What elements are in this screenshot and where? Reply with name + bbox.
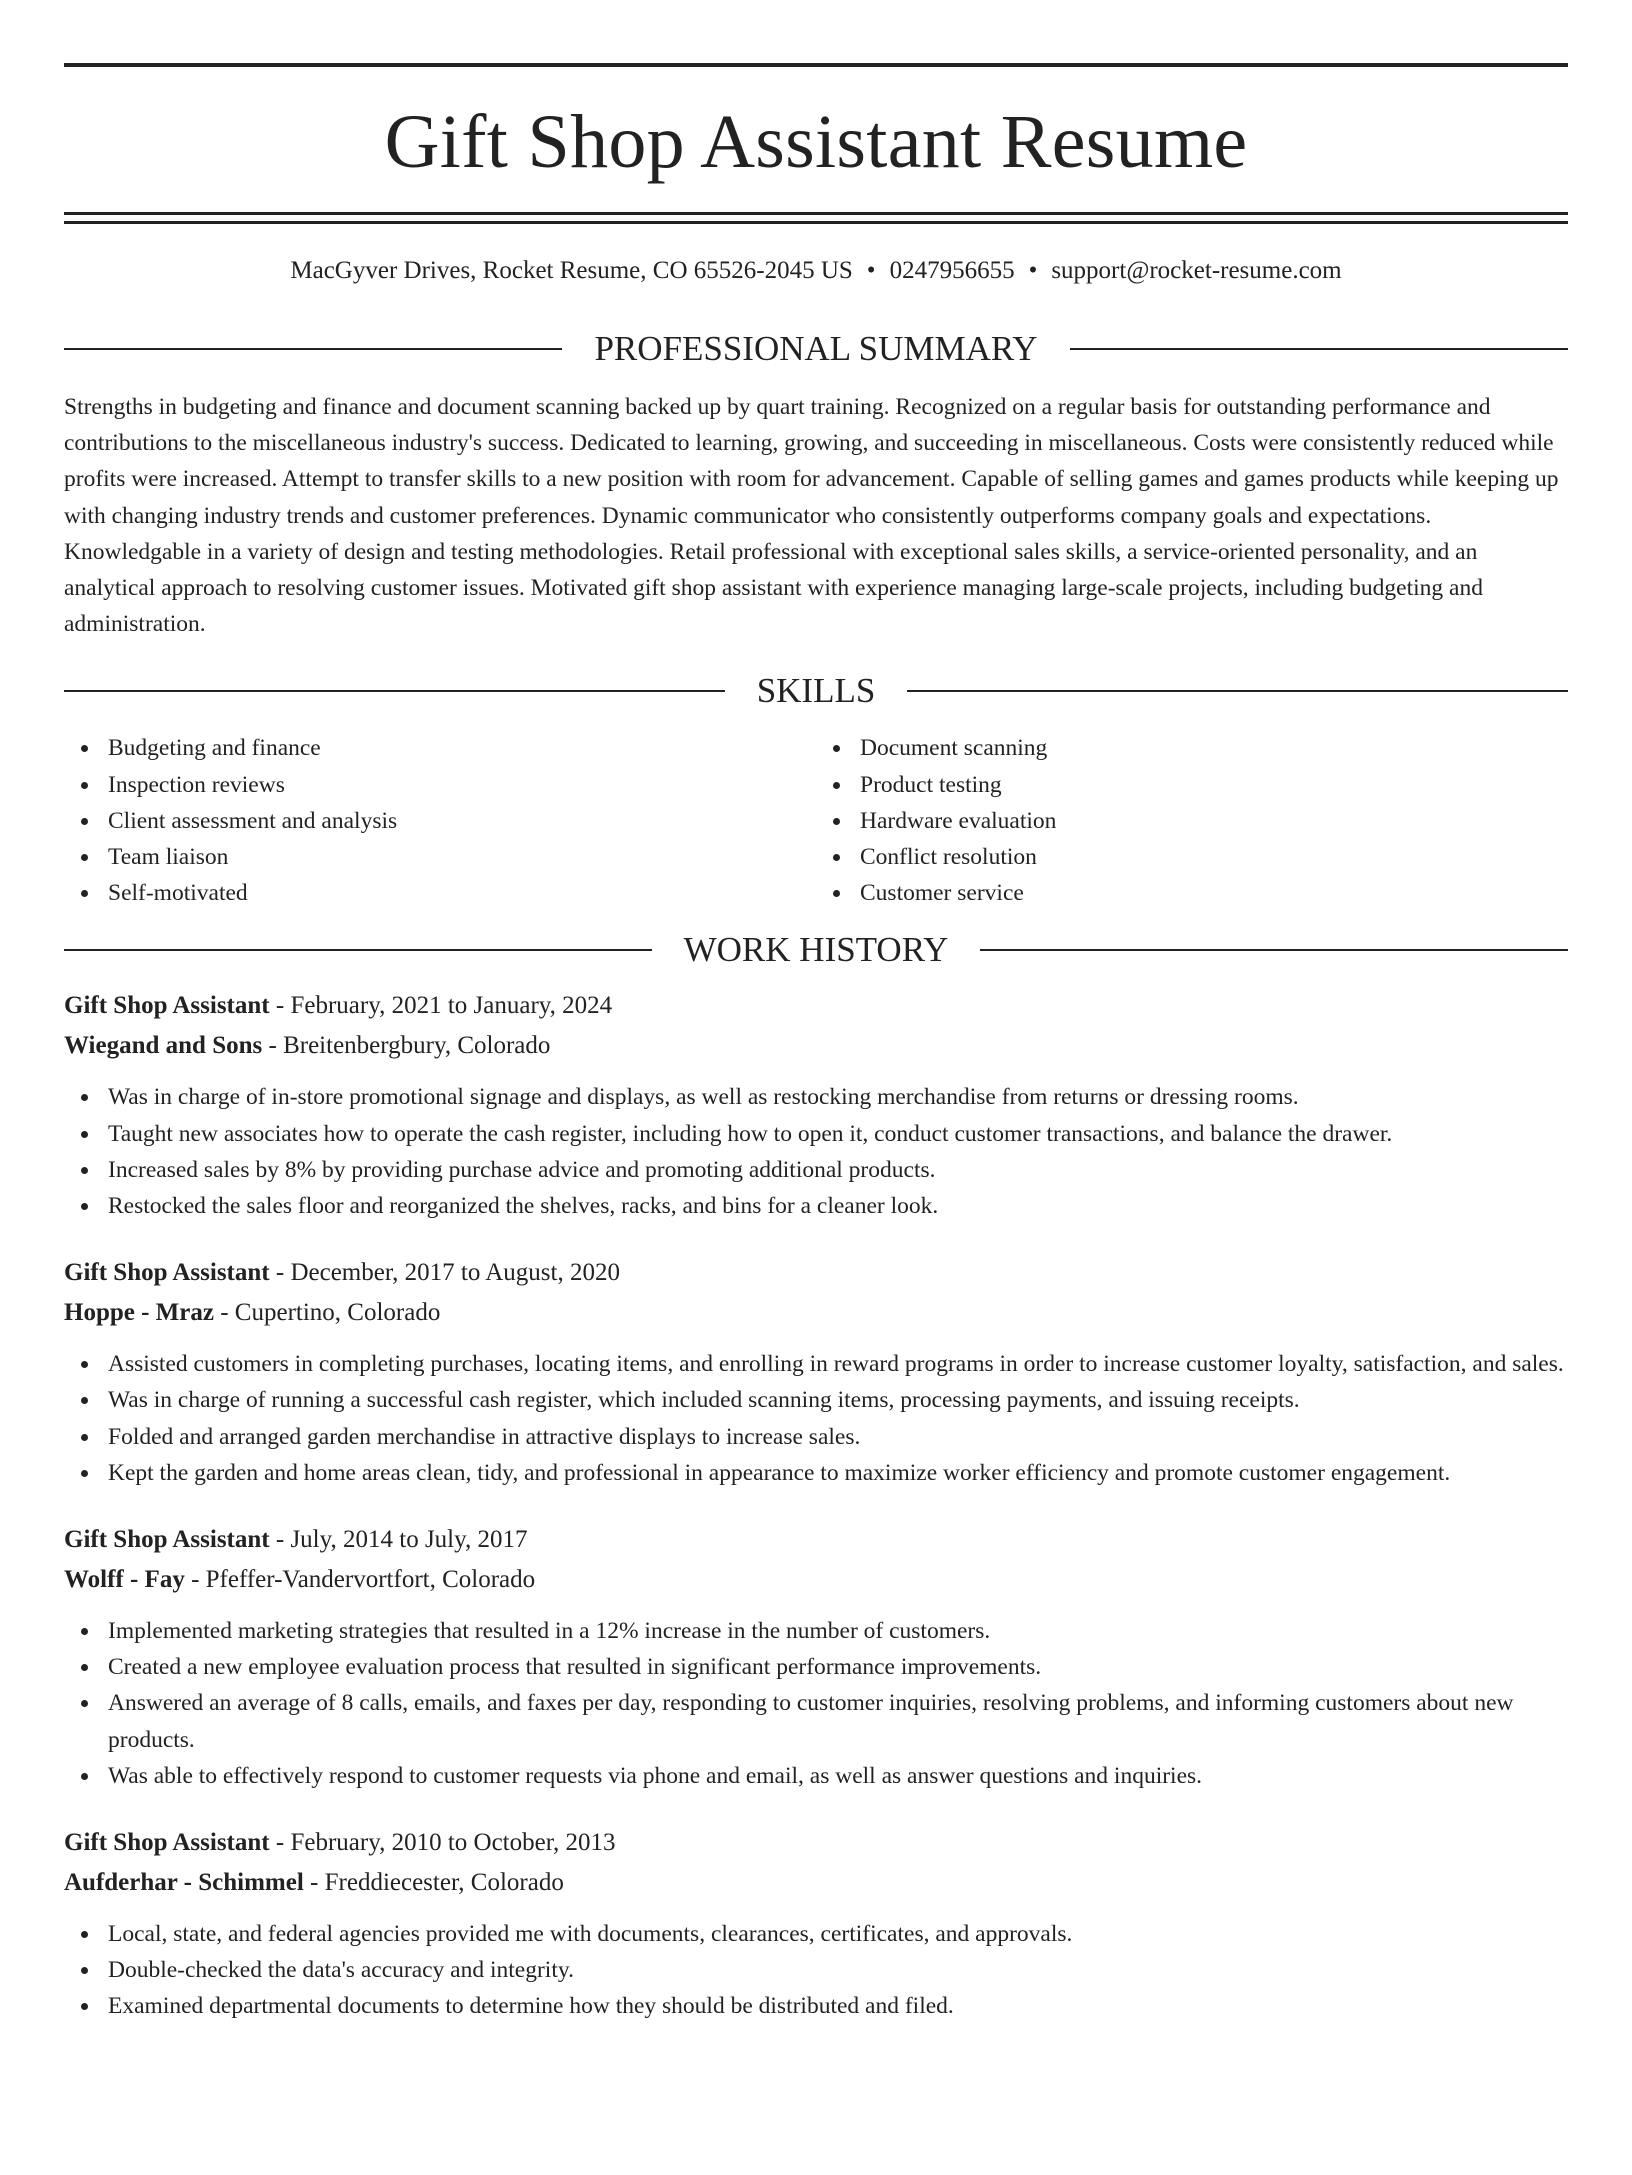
job-bullets: [64, 1916, 1568, 2025]
job-location: Freddiecester, Colorado: [324, 1869, 564, 1897]
summary-text: Strengths in budgeting and finance and document scanning backed up by quart training. Recognized on a regular basis for outstanding performance and contributions to the miscellaneous industry's success. Dedicated to learning, growing, and succeeding in miscellaneous. Costs were consistently reduced while profits were increased. Attempt to transfer skills to a new position with room for advancement. Capable of selling games and games products while keeping up with changing industry trends and customer preferences. Dynamic communicator who consistently outperforms company goals and expectations. Knowledgable in a variety of design and testing methodologies. Retail professional with exceptional sales skills, a service-oriented personality, and an analytical approach to resolving customer issues. Motivated gift shop assistant with experience managing large-scale projects, including budgeting and administration.: [64, 394, 1559, 638]
job-company-line: Aufderhar - Schimmel - Freddiecester, Colorado: [64, 1869, 564, 1897]
job-company-line: Wiegand and Sons - Breitenbergbury, Colorado: [64, 1032, 551, 1060]
skill-item: Document scanning: [816, 730, 1568, 766]
skill-item: Budgeting and finance: [64, 730, 816, 766]
skills-list: [64, 730, 1568, 911]
title-double-rule: [64, 212, 1568, 224]
summary-section-header: [64, 331, 1568, 366]
job-title: Gift Shop Assistant: [64, 1259, 270, 1287]
job-bullet: Restocked the sales floor and reorganized the shelves, racks, and bins for a cleaner look.: [64, 1188, 1568, 1224]
job-company: Wolff - Fay: [64, 1566, 185, 1594]
skill-item: Inspection reviews: [64, 767, 816, 803]
skills-column-left: [64, 730, 816, 911]
job-entry: [64, 1520, 1568, 1794]
job-title-line: Gift Shop Assistant - July, 2014 to July, 2017: [64, 1526, 528, 1554]
job-entry: [64, 1823, 1568, 2025]
section-rule-right: [1070, 348, 1568, 350]
resume-page: [0, 63, 1632, 2175]
contact-separator: •: [1028, 257, 1038, 284]
job-bullet: Created a new employee evaluation process that resulted in significant performance improvements.: [64, 1649, 1568, 1685]
skills-section-header: [64, 671, 1568, 711]
job-dates: December, 2017 to August, 2020: [290, 1259, 620, 1287]
job-dates: July, 2014 to July, 2017: [290, 1526, 528, 1554]
job-bullet: Folded and arranged garden merchandise in attractive displays to increase sales.: [64, 1419, 1568, 1455]
resume-title: Gift Shop Assistant Resume: [384, 100, 1248, 184]
job-dates: February, 2010 to October, 2013: [290, 1829, 616, 1857]
job-company-line: Hoppe - Mraz - Cupertino, Colorado: [64, 1299, 441, 1327]
contact-line: [64, 258, 1568, 283]
job-bullet: Kept the garden and home areas clean, tidy, and professional in appearance to maximize worker efficiency and promote customer engagement.: [64, 1455, 1568, 1491]
job-company: Aufderhar - Schimmel: [64, 1869, 304, 1897]
job-bullet: Was in charge of in-store promotional signage and displays, as well as restocking merchandise from returns or dressing rooms.: [64, 1079, 1568, 1115]
section-rule-left: [64, 690, 725, 692]
job-bullet: Increased sales by 8% by providing purchase advice and promoting additional products.: [64, 1152, 1568, 1188]
job-company: Hoppe - Mraz: [64, 1299, 214, 1327]
job-title-line: Gift Shop Assistant - December, 2017 to August, 2020: [64, 1259, 620, 1287]
job-title-line: Gift Shop Assistant - February, 2021 to January, 2024: [64, 992, 613, 1020]
job-title: Gift Shop Assistant: [64, 1526, 270, 1554]
contact-phone[interactable]: 0247956655: [889, 257, 1015, 284]
contact-email[interactable]: support@rocket-resume.com: [1051, 257, 1342, 284]
job-bullet: Double-checked the data's accuracy and integrity.: [64, 1952, 1568, 1988]
skill-item: Hardware evaluation: [816, 803, 1568, 839]
job-bullet: Was in charge of running a successful cash register, which included scanning items, processing payments, and issuing receipts.: [64, 1382, 1568, 1418]
section-rule-left: [64, 348, 562, 350]
job-bullet: Examined departmental documents to determine how they should be distributed and filed.: [64, 1988, 1568, 2024]
job-entry: [64, 986, 1568, 1224]
skill-item: Self-motivated: [64, 875, 816, 911]
job-bullet: Assisted customers in completing purchases, locating items, and enrolling in reward programs in order to increase customer loyalty, satisfaction, and sales.: [64, 1346, 1568, 1382]
job-company-line: Wolff - Fay - Pfeffer-Vandervortfort, Colorado: [64, 1566, 536, 1594]
contact-separator: •: [866, 257, 876, 284]
job-location: Breitenbergbury, Colorado: [283, 1032, 551, 1060]
work-section-header: [64, 930, 1568, 970]
summary-heading: PROFESSIONAL SUMMARY: [594, 329, 1038, 368]
job-bullet: Implemented marketing strategies that resulted in a 12% increase in the number of customers.: [64, 1613, 1568, 1649]
job-bullets: [64, 1613, 1568, 1794]
skills-column-right: [816, 730, 1568, 911]
job-bullet: Was able to effectively respond to customer requests via phone and email, as well as answer questions and inquiries.: [64, 1758, 1568, 1794]
job-entry: [64, 1253, 1568, 1491]
job-title-line: Gift Shop Assistant - February, 2010 to October, 2013: [64, 1829, 616, 1857]
job-bullet: Local, state, and federal agencies provided me with documents, clearances, certificates, and approvals.: [64, 1916, 1568, 1952]
skills-heading: SKILLS: [756, 671, 876, 711]
skill-item: Team liaison: [64, 839, 816, 875]
job-title: Gift Shop Assistant: [64, 992, 270, 1020]
job-title: Gift Shop Assistant: [64, 1829, 270, 1857]
job-company: Wiegand and Sons: [64, 1032, 263, 1060]
section-rule-right: [980, 949, 1568, 951]
job-bullets: [64, 1079, 1568, 1224]
skill-item: Conflict resolution: [816, 839, 1568, 875]
skill-item: Client assessment and analysis: [64, 803, 816, 839]
section-rule-left: [64, 949, 652, 951]
job-bullet: Answered an average of 8 calls, emails, and faxes per day, responding to customer inquiries, resolving problems, and informing customers about new products.: [64, 1685, 1568, 1757]
job-location: Pfeffer-Vandervortfort, Colorado: [205, 1566, 536, 1594]
skill-item: Product testing: [816, 767, 1568, 803]
job-dates: February, 2021 to January, 2024: [290, 992, 613, 1020]
contact-address: MacGyver Drives, Rocket Resume, CO 65526-2045 US: [290, 257, 853, 284]
work-heading: WORK HISTORY: [683, 930, 949, 970]
section-rule-right: [907, 690, 1568, 692]
top-rule: [64, 63, 1568, 67]
job-bullet: Taught new associates how to operate the cash register, including how to open it, conduct customer transactions, and balance the drawer.: [64, 1116, 1568, 1152]
job-location: Cupertino, Colorado: [234, 1299, 441, 1327]
skill-item: Customer service: [816, 875, 1568, 911]
job-bullets: [64, 1346, 1568, 1491]
